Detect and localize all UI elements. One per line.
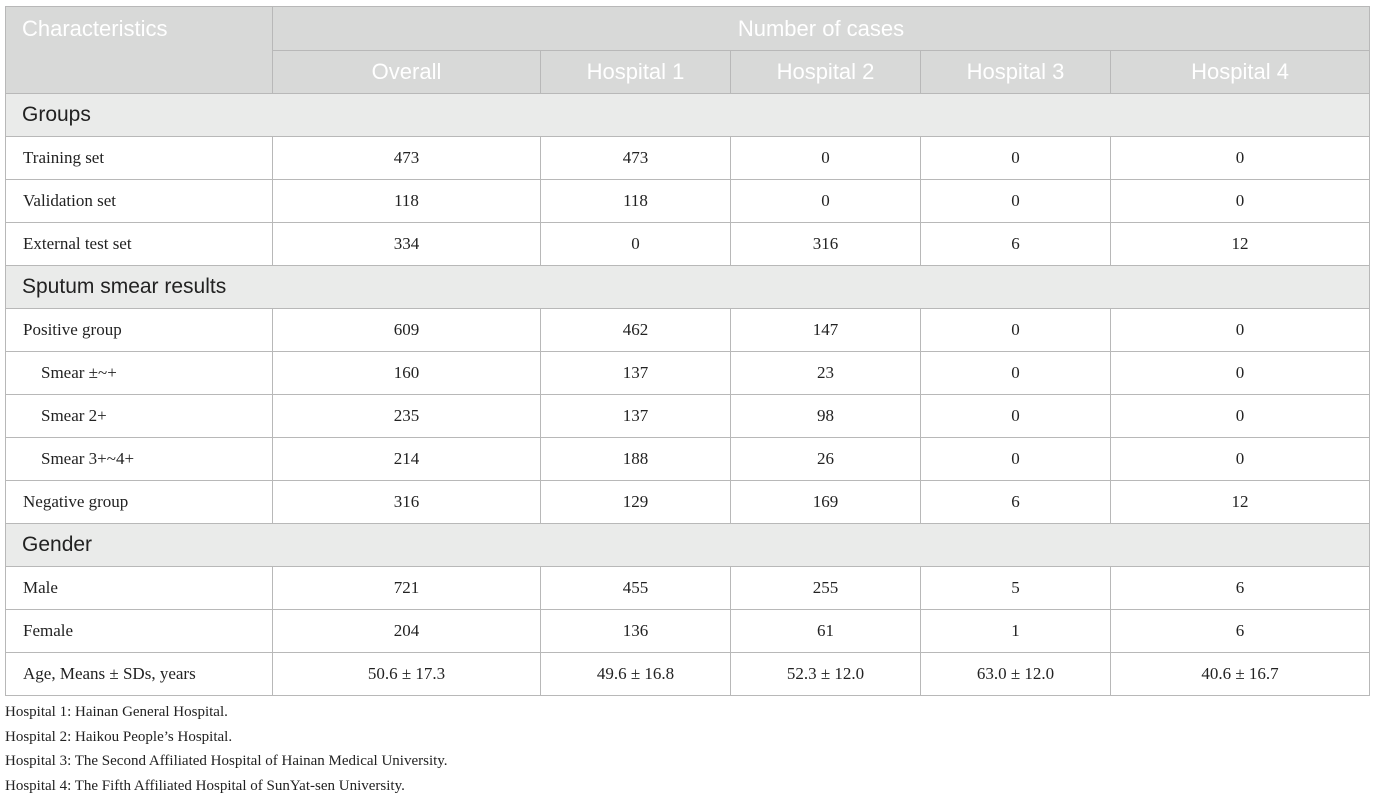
section-title: Groups — [6, 94, 1370, 137]
cell-value: 1 — [921, 610, 1111, 653]
table-row — [6, 653, 1370, 696]
cell-value: 98 — [731, 395, 921, 438]
cell-value: 0 — [731, 180, 921, 223]
cell-value: 63.0 ± 12.0 — [921, 653, 1111, 696]
cell-value: 6 — [1111, 567, 1370, 610]
cell-value: 0 — [1111, 137, 1370, 180]
row-label: Negative group — [6, 481, 273, 524]
cell-value: 316 — [273, 481, 541, 524]
cell-value: 204 — [273, 610, 541, 653]
row-label: Smear 2+ — [6, 395, 273, 438]
table-row — [6, 395, 1370, 438]
cell-value: 118 — [541, 180, 731, 223]
cell-value: 0 — [541, 223, 731, 266]
cell-value: 721 — [273, 567, 541, 610]
header-number-of-cases: Number of cases — [273, 7, 1370, 51]
cell-value: 455 — [541, 567, 731, 610]
table-row — [6, 610, 1370, 653]
cases-table — [5, 6, 1370, 696]
footnote: Hospital 3: The Second Affiliated Hospital of Hainan Medical University. — [5, 753, 448, 769]
cell-value: 255 — [731, 567, 921, 610]
cell-value: 6 — [921, 223, 1111, 266]
footnote: Hospital 2: Haikou People’s Hospital. — [5, 728, 233, 745]
section-title: Gender — [6, 524, 1370, 567]
cell-value: 0 — [731, 137, 921, 180]
footnote: Hospital 4: The Fifth Affiliated Hospital of SunYat-sen University. — [5, 777, 405, 794]
cell-value: 169 — [731, 481, 921, 524]
row-label: External test set — [6, 223, 273, 266]
cell-value: 462 — [541, 309, 731, 352]
footnote: Hospital 1: Hainan General Hospital. — [5, 704, 228, 720]
cell-value: 137 — [541, 352, 731, 395]
cell-value: 6 — [921, 481, 1111, 524]
header-hospital-4: Hospital 4 — [1111, 51, 1370, 94]
cell-value: 0 — [1111, 309, 1370, 352]
row-label: Age, Means ± SDs, years — [6, 653, 273, 696]
header-hospital-3: Hospital 3 — [921, 51, 1111, 94]
cell-value: 316 — [731, 223, 921, 266]
cell-value: 147 — [731, 309, 921, 352]
cell-value: 235 — [273, 395, 541, 438]
section-title: Sputum smear results — [6, 266, 1370, 309]
table-row — [6, 481, 1370, 524]
header-overall: Overall — [273, 51, 541, 94]
section-row — [6, 524, 1370, 567]
row-label: Female — [6, 610, 273, 653]
cell-value: 0 — [1111, 438, 1370, 481]
cell-value: 473 — [541, 137, 731, 180]
cell-value: 40.6 ± 16.7 — [1111, 653, 1370, 696]
cell-value: 0 — [921, 137, 1111, 180]
row-label: Validation set — [6, 180, 273, 223]
cell-value: 136 — [541, 610, 731, 653]
cell-value: 26 — [731, 438, 921, 481]
cell-value: 609 — [273, 309, 541, 352]
cell-value: 0 — [921, 352, 1111, 395]
table-row — [6, 309, 1370, 352]
section-row — [6, 94, 1370, 137]
cell-value: 0 — [921, 395, 1111, 438]
cell-value: 188 — [541, 438, 731, 481]
cell-value: 137 — [541, 395, 731, 438]
cell-value: 12 — [1111, 481, 1370, 524]
cell-value: 160 — [273, 352, 541, 395]
cell-value: 5 — [921, 567, 1111, 610]
cell-value: 0 — [1111, 395, 1370, 438]
table-row — [6, 567, 1370, 610]
cell-value: 473 — [273, 137, 541, 180]
header-hospital-1: Hospital 1 — [541, 51, 731, 94]
header-hospital-2: Hospital 2 — [731, 51, 921, 94]
cell-value: 49.6 ± 16.8 — [541, 653, 731, 696]
cell-value: 0 — [1111, 180, 1370, 223]
table-row — [6, 180, 1370, 223]
row-label: Smear 3+~4+ — [6, 438, 273, 481]
cell-value: 6 — [1111, 610, 1370, 653]
cell-value: 52.3 ± 12.0 — [731, 653, 921, 696]
row-label: Training set — [6, 137, 273, 180]
cell-value: 0 — [921, 309, 1111, 352]
table-row — [6, 223, 1370, 266]
cell-value: 334 — [273, 223, 541, 266]
table-row — [6, 438, 1370, 481]
cell-value: 23 — [731, 352, 921, 395]
row-label: Smear ±~+ — [6, 352, 273, 395]
section-row — [6, 266, 1370, 309]
table-row — [6, 137, 1370, 180]
cell-value: 0 — [921, 438, 1111, 481]
cell-value: 0 — [921, 180, 1111, 223]
table-row — [6, 352, 1370, 395]
cell-value: 12 — [1111, 223, 1370, 266]
row-label: Male — [6, 567, 273, 610]
header-characteristics: Characteristics — [6, 7, 273, 94]
footnotes — [5, 700, 448, 798]
cell-value: 50.6 ± 17.3 — [273, 653, 541, 696]
header-row-top — [6, 7, 1370, 51]
cell-value: 0 — [1111, 352, 1370, 395]
table-body — [6, 94, 1370, 696]
table-container — [5, 6, 1369, 696]
cell-value: 129 — [541, 481, 731, 524]
cell-value: 214 — [273, 438, 541, 481]
cell-value: 118 — [273, 180, 541, 223]
cell-value: 61 — [731, 610, 921, 653]
row-label: Positive group — [6, 309, 273, 352]
